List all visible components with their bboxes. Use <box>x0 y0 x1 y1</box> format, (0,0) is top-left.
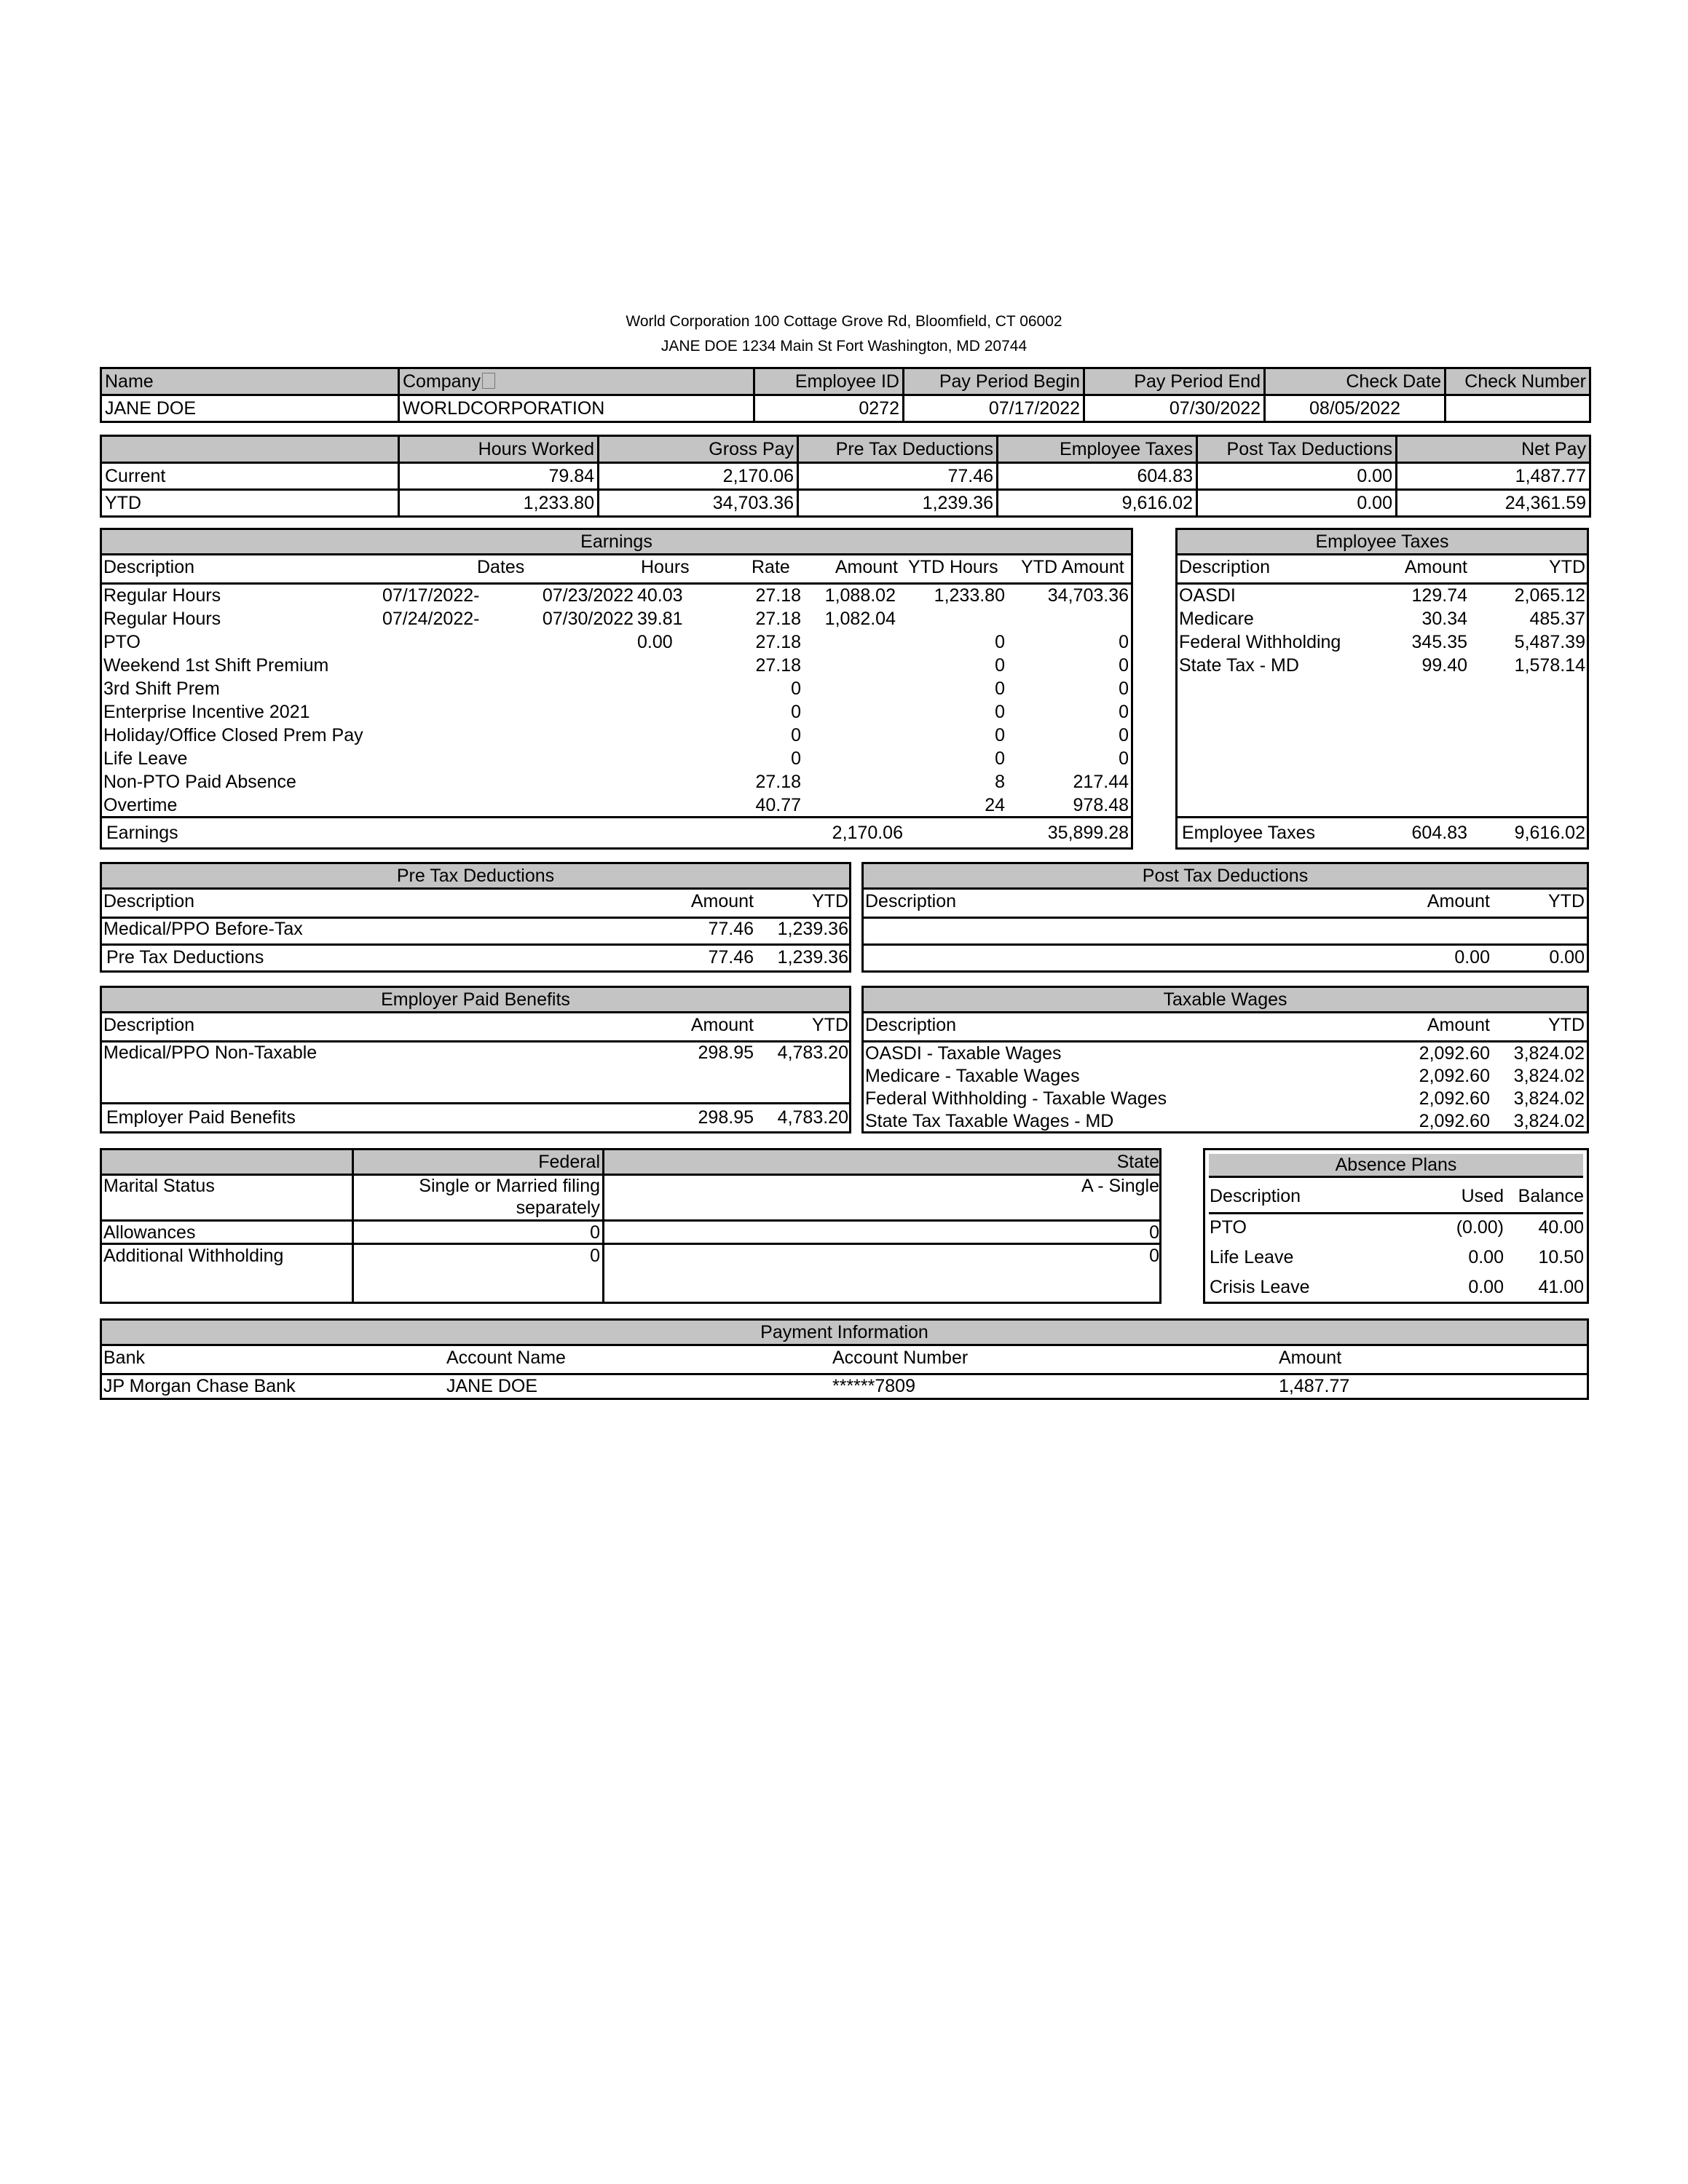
post-tax-panel <box>861 862 1589 973</box>
info-value-name: JANE DOE <box>101 395 399 422</box>
taxable-wage-description: State Tax Taxable Wages - MD <box>865 1111 1114 1131</box>
employee-taxes-total-divider <box>1178 816 1587 818</box>
withholding-panel <box>100 1148 1162 1304</box>
employee-taxes-panel <box>1175 528 1589 850</box>
taxable-wage-description: OASDI - Taxable Wages <box>865 1043 1062 1064</box>
post-tax-header-divider <box>864 917 1587 919</box>
pre-tax-row-amount: 77.46 <box>708 919 754 939</box>
summary-cell: 1,487.77 <box>1397 463 1590 490</box>
earnings-ytd-hours: 1,233.80 <box>934 585 1005 606</box>
employer-benefits-header-ytd: YTD <box>812 1015 848 1035</box>
payment-info-title: Payment Information <box>102 1321 1587 1346</box>
payment-account-name: JANE DOE <box>446 1376 538 1396</box>
employer-benefits-total-label: Employer Paid Benefits <box>106 1107 296 1128</box>
earnings-description: Regular Hours <box>103 585 221 606</box>
earnings-header-ytd-amount: YTD Amount <box>1021 557 1124 577</box>
earnings-header-dates: Dates <box>477 557 525 577</box>
withholding-additional-label: Additional Withholding <box>103 1246 284 1266</box>
payment-header-account-number: Account Number <box>832 1348 969 1368</box>
employee-taxes-header-amount: Amount <box>1404 557 1467 577</box>
earnings-total-ytd: 35,899.28 <box>1047 823 1129 843</box>
earnings-date-end <box>532 630 634 654</box>
post-tax-total-ytd: 0.00 <box>1549 947 1585 968</box>
earnings-ytd-hours: 0 <box>995 725 1005 745</box>
earnings-date-end <box>532 794 634 817</box>
employee-taxes-total-amount: 604.83 <box>1411 823 1467 843</box>
earnings-header-hours: Hours <box>641 557 690 577</box>
earnings-rate: 27.18 <box>755 585 801 606</box>
earnings-amount: 1,088.02 <box>824 585 896 606</box>
employer-benefits-total-ytd: 4,783.20 <box>777 1107 848 1128</box>
payment-amount: 1,487.77 <box>1279 1376 1350 1396</box>
summary-cell: YTD <box>101 490 399 517</box>
pre-tax-header-ytd: YTD <box>812 891 848 911</box>
earnings-header-description: Description <box>103 557 195 577</box>
payment-header-bank: Bank <box>103 1348 145 1368</box>
earnings-ytd-amount: 978.48 <box>1073 795 1129 815</box>
absence-header-used: Used <box>1461 1186 1504 1206</box>
employer-benefits-header-description: Description <box>103 1015 195 1035</box>
pre-tax-title: Pre Tax Deductions <box>102 864 849 890</box>
earnings-ytd-hours: 8 <box>995 772 1005 792</box>
info-label-period-end: Pay Period End <box>1084 368 1265 395</box>
earnings-description: Holiday/Office Closed Prem Pay <box>103 725 363 745</box>
payment-header-account-name: Account Name <box>446 1348 566 1368</box>
summary-header-net: Net Pay <box>1397 436 1590 463</box>
withholding-col-divider-2 <box>602 1150 604 1302</box>
taxable-wage-ytd: 3,824.02 <box>1513 1043 1585 1064</box>
post-tax-title: Post Tax Deductions <box>864 864 1587 890</box>
absence-balance: 41.00 <box>1538 1277 1584 1297</box>
summary-cell: 2,170.06 <box>599 463 798 490</box>
earnings-date-end <box>532 654 634 677</box>
earnings-header-rate: Rate <box>752 557 790 577</box>
employee-tax-description: OASDI <box>1179 585 1236 606</box>
summary-cell: Current <box>101 463 399 490</box>
earnings-ytd-hours: 0 <box>995 702 1005 722</box>
taxable-wage-ytd: 3,824.02 <box>1513 1111 1585 1131</box>
earnings-amount <box>823 770 896 794</box>
info-value-row <box>101 395 1590 422</box>
info-value-check-date: 08/05/2022 <box>1265 395 1446 422</box>
earnings-hours: 39.81 <box>637 609 683 629</box>
summary-cell: 24,361.59 <box>1397 490 1590 517</box>
payment-account-number: ******7809 <box>832 1376 915 1396</box>
employee-tax-ytd: 485.37 <box>1529 609 1585 629</box>
withholding-marital-federal-line2: separately <box>516 1198 600 1218</box>
earnings-ytd-amount: 0 <box>1119 702 1129 722</box>
pre-tax-panel <box>100 862 851 973</box>
post-tax-header-ytd: YTD <box>1548 891 1585 911</box>
earnings-description: Overtime <box>103 795 178 815</box>
taxable-wage-amount: 2,092.60 <box>1419 1066 1490 1086</box>
employer-benefits-panel <box>100 986 851 1133</box>
employee-taxes-header-ytd: YTD <box>1549 557 1585 577</box>
pre-tax-row-ytd: 1,239.36 <box>777 919 848 939</box>
employer-benefits-row-description: Medical/PPO Non-Taxable <box>103 1042 318 1063</box>
earnings-ytd-hours: 0 <box>995 748 1005 769</box>
taxable-wage-description: Federal Withholding - Taxable Wages <box>865 1088 1167 1109</box>
employer-benefits-title: Employer Paid Benefits <box>102 988 849 1013</box>
earnings-ytd-hours <box>925 607 1005 630</box>
summary-cell: 9,616.02 <box>998 490 1197 517</box>
earnings-rate: 27.18 <box>755 632 801 652</box>
info-value-check-number <box>1446 395 1590 422</box>
earnings-date-end <box>532 724 634 747</box>
earnings-total-amount: 2,170.06 <box>832 823 903 843</box>
taxable-wages-header-ytd: YTD <box>1548 1015 1585 1035</box>
earnings-ytd-hours: 0 <box>995 632 1005 652</box>
employer-benefits-total-divider <box>102 1102 849 1104</box>
earnings-ytd-amount: 217.44 <box>1073 772 1129 792</box>
earnings-rate: 0 <box>791 678 801 699</box>
employee-taxes-total-label: Employee Taxes <box>1182 823 1315 843</box>
absence-description: Life Leave <box>1210 1247 1294 1267</box>
earnings-description: 3rd Shift Prem <box>103 678 220 699</box>
employee-tax-ytd: 1,578.14 <box>1514 655 1585 676</box>
employee-address: JANE DOE 1234 Main St Fort Washington, MD 20744 <box>660 338 1028 355</box>
post-tax-total-amount: 0.00 <box>1454 947 1490 968</box>
earnings-ytd-amount: 0 <box>1119 632 1129 652</box>
employee-tax-description: Federal Withholding <box>1179 632 1341 652</box>
employee-tax-ytd: 2,065.12 <box>1514 585 1585 606</box>
summary-cell: 0.00 <box>1197 490 1397 517</box>
summary-cell: 34,703.36 <box>599 490 798 517</box>
earnings-ytd-amount: 34,703.36 <box>1047 585 1129 606</box>
earnings-amount <box>823 724 896 747</box>
employee-tax-amount: 30.34 <box>1421 609 1467 629</box>
earnings-description: Life Leave <box>103 748 188 769</box>
summary-cell: 1,233.80 <box>399 490 599 517</box>
earnings-date-end <box>532 700 634 724</box>
withholding-marital-federal-line1: Single or Married filing <box>419 1176 600 1196</box>
pre-tax-header-description: Description <box>103 891 195 911</box>
employer-benefits-row-ytd: 4,783.20 <box>777 1042 848 1063</box>
summary-header-posttax: Post Tax Deductions <box>1197 436 1397 463</box>
earnings-amount <box>823 700 896 724</box>
withholding-header-state: State <box>1116 1152 1159 1172</box>
earnings-amount: 1,082.04 <box>824 609 896 629</box>
pre-tax-total-label: Pre Tax Deductions <box>106 947 264 968</box>
taxable-wages-header-amount: Amount <box>1427 1015 1490 1035</box>
info-label-period-begin: Pay Period Begin <box>904 368 1084 395</box>
summary-header-row <box>101 436 1590 463</box>
earnings-title: Earnings <box>102 530 1131 555</box>
earnings-amount <box>823 747 896 770</box>
summary-cell: 604.83 <box>998 463 1197 490</box>
withholding-allowances-federal: 0 <box>590 1222 600 1243</box>
employer-address: World Corporation 100 Cottage Grove Rd, Bloomfield, CT 06002 <box>626 313 1062 330</box>
taxable-wages-title: Taxable Wages <box>864 988 1587 1013</box>
info-label-check-date: Check Date <box>1265 368 1446 395</box>
employee-tax-amount: 129.74 <box>1411 585 1467 606</box>
info-value-period-end: 07/30/2022 <box>1084 395 1265 422</box>
earnings-amount <box>823 654 896 677</box>
earnings-rate: 27.18 <box>755 609 801 629</box>
withholding-additional-federal: 0 <box>590 1246 600 1266</box>
taxable-wage-amount: 2,092.60 <box>1419 1043 1490 1064</box>
earnings-ytd-amount <box>1005 607 1129 630</box>
withholding-allowances-state: 0 <box>1149 1222 1159 1243</box>
absence-description: Crisis Leave <box>1210 1277 1310 1297</box>
withholding-allowances-label: Allowances <box>103 1222 196 1243</box>
summary-header-hours: Hours Worked <box>399 436 599 463</box>
earnings-rate: 40.77 <box>755 795 801 815</box>
earnings-rate: 27.18 <box>755 772 801 792</box>
earnings-header-ytd-hours: YTD Hours <box>908 557 998 577</box>
absence-header-balance: Balance <box>1518 1186 1584 1206</box>
employee-tax-description: Medicare <box>1179 609 1254 629</box>
earnings-ytd-amount: 0 <box>1119 748 1129 769</box>
summary-header-pretax: Pre Tax Deductions <box>798 436 998 463</box>
info-value-period-begin: 07/17/2022 <box>904 395 1084 422</box>
earnings-description: Weekend 1st Shift Premium <box>103 655 329 676</box>
earnings-rate: 0 <box>791 725 801 745</box>
pre-tax-total-ytd: 1,239.36 <box>777 947 848 968</box>
earnings-ytd-amount: 0 <box>1119 725 1129 745</box>
payment-header-amount: Amount <box>1279 1348 1342 1368</box>
withholding-col-divider-1 <box>352 1150 354 1302</box>
summary-header-blank <box>101 436 399 463</box>
info-header-row <box>101 368 1590 395</box>
employer-benefits-total-amount: 298.95 <box>698 1107 754 1128</box>
pre-tax-header-amount: Amount <box>690 891 754 911</box>
employer-benefits-row-amount: 298.95 <box>698 1042 754 1063</box>
info-value-company: WORLDCORPORATION <box>399 395 754 422</box>
employee-info-table <box>100 367 1591 423</box>
earnings-rate: 0 <box>791 748 801 769</box>
absence-plans-panel <box>1203 1148 1589 1304</box>
earnings-hours: 0.00 <box>637 632 673 652</box>
absence-plans-title: Absence Plans <box>1209 1154 1583 1178</box>
earnings-date-start: 07/24/2022- <box>382 609 480 629</box>
earnings-amount <box>823 630 896 654</box>
employee-tax-description: State Tax - MD <box>1179 655 1299 676</box>
earnings-ytd-amount: 0 <box>1119 655 1129 676</box>
summary-current-row <box>101 463 1590 490</box>
absence-description: PTO <box>1210 1217 1247 1238</box>
earnings-panel <box>100 528 1133 850</box>
summary-header-gross: Gross Pay <box>599 436 798 463</box>
earnings-description: PTO <box>103 632 141 652</box>
earnings-ytd-hours: 24 <box>985 795 1005 815</box>
info-label-company: Company <box>399 368 754 395</box>
placeholder-box-icon <box>482 373 495 389</box>
earnings-amount <box>823 677 896 700</box>
earnings-total-label: Earnings <box>106 823 178 843</box>
pay-summary-table <box>100 435 1591 518</box>
employee-tax-amount: 345.35 <box>1411 632 1467 652</box>
employee-tax-amount: 99.40 <box>1421 655 1467 676</box>
summary-cell: 79.84 <box>399 463 599 490</box>
taxable-wages-header-description: Description <box>865 1015 957 1035</box>
earnings-total-divider <box>102 816 1131 818</box>
summary-cell: 77.46 <box>798 463 998 490</box>
taxable-wage-description: Medicare - Taxable Wages <box>865 1066 1080 1086</box>
employee-taxes-header-description: Description <box>1179 557 1271 577</box>
info-value-employee-id: 0272 <box>754 395 904 422</box>
employer-benefits-header-amount: Amount <box>690 1015 754 1035</box>
earnings-date-start: 07/17/2022- <box>382 585 480 606</box>
earnings-header-amount: Amount <box>835 557 898 577</box>
absence-balance: 40.00 <box>1538 1217 1584 1238</box>
earnings-ytd-amount: 0 <box>1119 678 1129 699</box>
taxable-wage-ytd: 3,824.02 <box>1513 1066 1585 1086</box>
taxable-wage-amount: 2,092.60 <box>1419 1088 1490 1109</box>
employee-taxes-total-ytd: 9,616.02 <box>1514 823 1585 843</box>
earnings-rate: 27.18 <box>755 655 801 676</box>
earnings-ytd-hours: 0 <box>995 678 1005 699</box>
absence-used: (0.00) <box>1456 1217 1504 1238</box>
earnings-description: Enterprise Incentive 2021 <box>103 702 310 722</box>
earnings-date-end: 07/23/2022 <box>542 585 634 606</box>
earnings-date-end <box>532 770 634 794</box>
taxable-wage-ytd: 3,824.02 <box>1513 1088 1585 1109</box>
absence-used: 0.00 <box>1468 1247 1504 1267</box>
absence-used: 0.00 <box>1468 1277 1504 1297</box>
earnings-date-end <box>532 747 634 770</box>
pre-tax-row-description: Medical/PPO Before-Tax <box>103 919 303 939</box>
withholding-additional-state: 0 <box>1149 1246 1159 1266</box>
summary-cell: 1,239.36 <box>798 490 998 517</box>
absence-balance: 10.50 <box>1538 1247 1584 1267</box>
withholding-header-federal: Federal <box>538 1152 600 1172</box>
summary-ytd-row <box>101 490 1590 517</box>
employee-taxes-title: Employee Taxes <box>1178 530 1587 555</box>
withholding-marital-label: Marital Status <box>103 1176 215 1196</box>
absence-header-description: Description <box>1210 1186 1301 1206</box>
earnings-rate: 0 <box>791 702 801 722</box>
earnings-date-end: 07/30/2022 <box>542 609 634 629</box>
employee-tax-ytd: 5,487.39 <box>1514 632 1585 652</box>
payment-info-panel <box>100 1318 1589 1400</box>
taxable-wage-amount: 2,092.60 <box>1419 1111 1490 1131</box>
pre-tax-total-amount: 77.46 <box>708 947 754 968</box>
earnings-description: Regular Hours <box>103 609 221 629</box>
info-label-check-number: Check Number <box>1446 368 1590 395</box>
earnings-amount <box>823 794 896 817</box>
summary-cell: 0.00 <box>1197 463 1397 490</box>
payment-bank: JP Morgan Chase Bank <box>103 1376 296 1396</box>
earnings-description: Non-PTO Paid Absence <box>103 772 296 792</box>
earnings-date-end <box>532 677 634 700</box>
post-tax-header-amount: Amount <box>1427 891 1490 911</box>
info-label-employee-id: Employee ID <box>754 368 904 395</box>
post-tax-header-description: Description <box>865 891 957 911</box>
earnings-hours: 40.03 <box>637 585 683 606</box>
summary-header-taxes: Employee Taxes <box>998 436 1197 463</box>
withholding-marital-state: A - Single <box>1081 1176 1159 1196</box>
info-label-name: Name <box>101 368 399 395</box>
earnings-ytd-hours: 0 <box>995 655 1005 676</box>
absence-header-divider <box>1209 1212 1583 1214</box>
taxable-wages-panel <box>861 986 1589 1133</box>
